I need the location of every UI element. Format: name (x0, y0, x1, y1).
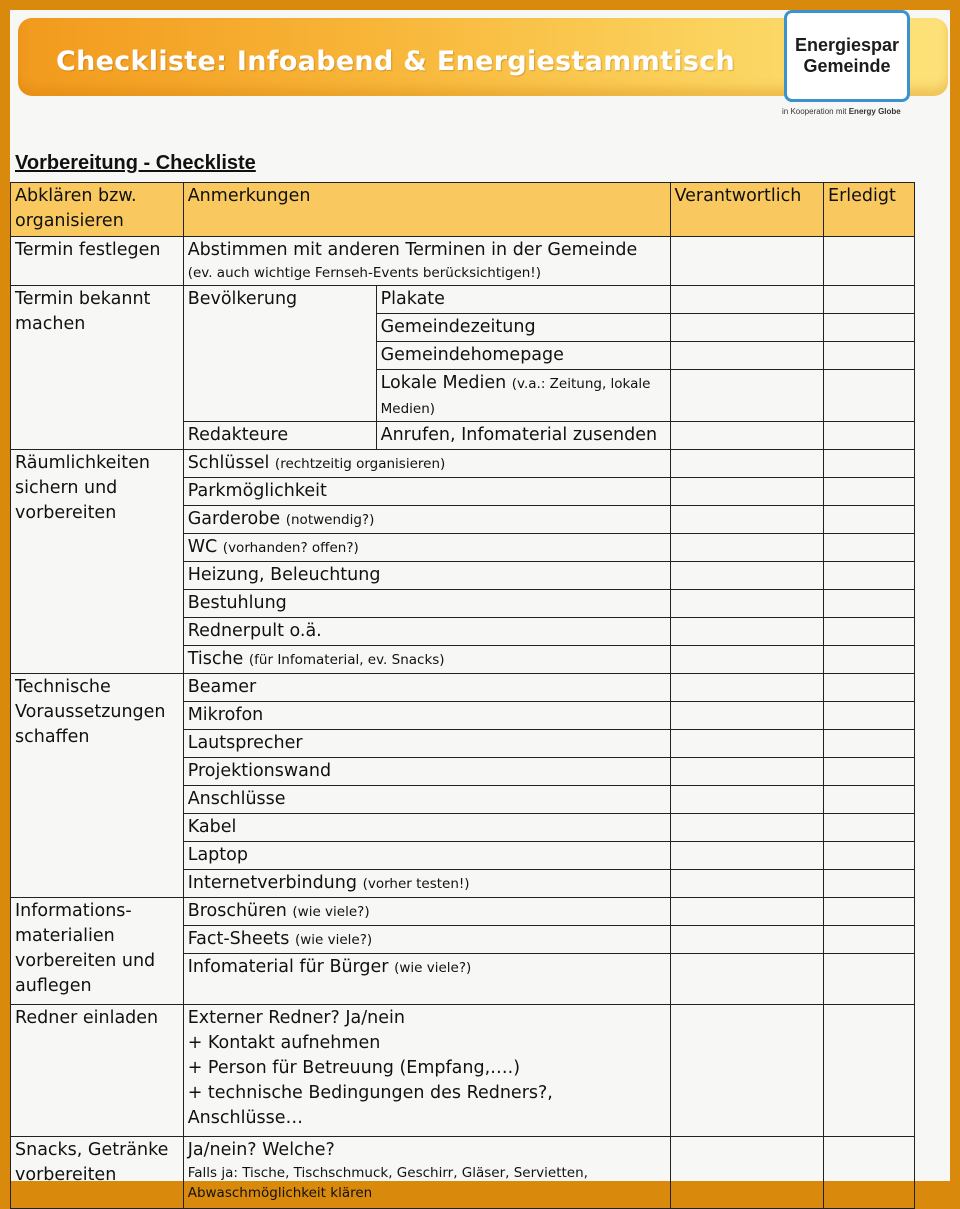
done-cell[interactable] (824, 870, 915, 898)
done-cell[interactable] (824, 814, 915, 842)
table-row (11, 450, 915, 478)
item-cell (183, 590, 670, 618)
logo-caption (782, 107, 922, 116)
task-cell: Informations-materialien vorbereiten und auflegen (11, 898, 184, 1005)
note-text: Ja/nein? Welche? (187, 1140, 335, 1160)
done-cell[interactable] (824, 618, 915, 646)
note-line: + Person für Betreuung (Empfang,….) (187, 1058, 521, 1078)
responsible-cell[interactable] (670, 646, 824, 674)
page-title: Checkliste: Infoabend & Energiestammtisch (56, 46, 736, 77)
logo-line-2: Gemeinde (803, 56, 891, 76)
item-cell (183, 506, 670, 534)
responsible-cell[interactable] (670, 1005, 824, 1137)
done-cell[interactable] (824, 506, 915, 534)
item-cell (183, 786, 670, 814)
note-cell (183, 1005, 670, 1137)
item-text: WC (187, 537, 223, 557)
done-cell[interactable] (824, 898, 915, 926)
item-small: (vorhanden? offen?) (222, 540, 359, 556)
item-text: Internetverbindung (187, 873, 357, 893)
responsible-cell[interactable] (670, 758, 824, 786)
done-cell[interactable] (824, 730, 915, 758)
responsible-cell[interactable] (670, 926, 824, 954)
item-cell (183, 926, 670, 954)
item-text: Tische (187, 649, 244, 669)
responsible-cell[interactable] (670, 618, 824, 646)
done-cell[interactable] (824, 422, 915, 450)
note-cell (183, 237, 670, 286)
item-small: (für Infomaterial, ev. Snacks) (248, 652, 445, 668)
done-cell[interactable] (824, 842, 915, 870)
item-cell (183, 842, 670, 870)
responsible-cell[interactable] (670, 842, 824, 870)
note-small: Falls ja: Tische, Tischschmuck, Geschirr, Gläser, Servietten, Abwaschmöglichkeit klären (187, 1165, 588, 1201)
done-cell[interactable] (824, 1137, 915, 1209)
done-cell[interactable] (824, 954, 915, 1005)
logo-caption-brand: Energy Globe (848, 107, 901, 116)
note-line: + technische Bedingungen des Redners?, Anschlüsse… (187, 1083, 553, 1128)
item-cell: Gemeindehomepage (376, 342, 670, 370)
energiespar-gemeinde-logo (784, 10, 910, 102)
responsible-cell[interactable] (670, 1137, 824, 1209)
item-text: Kabel (187, 817, 237, 837)
table-row (11, 674, 915, 702)
item-text: Projektionswand (187, 761, 332, 781)
done-cell[interactable] (824, 370, 915, 422)
done-cell[interactable] (824, 342, 915, 370)
item-cell (183, 618, 670, 646)
item-text: Lautsprecher (187, 733, 303, 753)
responsible-cell[interactable] (670, 534, 824, 562)
item-text: Bestuhlung (187, 593, 287, 613)
done-cell[interactable] (824, 450, 915, 478)
item-cell (183, 534, 670, 562)
item-text: Rednerpult o.ä. (187, 621, 322, 641)
task-cell: Räumlichkeiten sichern und vorbereiten (11, 450, 184, 674)
item-text: Fact-Sheets (187, 929, 290, 949)
item-text: Mikrofon (187, 705, 264, 725)
item-cell (183, 870, 670, 898)
item-small: (wie viele?) (294, 932, 373, 948)
header-responsible: Verantwortlich (670, 183, 824, 237)
item-text: Garderobe (187, 509, 281, 529)
note-text: Abstimmen mit anderen Terminen in der Gemeinde (187, 240, 638, 260)
done-cell[interactable] (824, 478, 915, 506)
item-text: Infomaterial für Bürger (187, 957, 389, 977)
subgroup-cell: Redakteure (183, 422, 376, 450)
responsible-cell[interactable] (670, 674, 824, 702)
done-cell[interactable] (824, 1005, 915, 1137)
table-row (11, 237, 915, 286)
item-small: (v.a.: Zeitung, lokale Medien) (380, 376, 651, 417)
note-line: + Kontakt aufnehmen (187, 1033, 381, 1053)
task-cell: Snacks, Getränke vorbereiten (11, 1137, 184, 1209)
item-small: (vorher testen!) (362, 876, 470, 892)
note-small: (ev. auch wichtige Fernseh-Events berücksichtigen!) (187, 265, 541, 281)
table-row (11, 898, 915, 926)
header-notes: Anmerkungen (183, 183, 670, 237)
done-cell[interactable] (824, 314, 915, 342)
responsible-cell[interactable] (670, 954, 824, 1005)
task-cell: Termin bekannt machen (11, 286, 184, 450)
item-text: Lokale Medien (380, 373, 507, 393)
table-row (11, 286, 915, 314)
done-cell[interactable] (824, 286, 915, 314)
responsible-cell[interactable] (670, 814, 824, 842)
responsible-cell[interactable] (670, 730, 824, 758)
item-small: (wie viele?) (394, 960, 472, 976)
item-cell (183, 674, 670, 702)
item-cell (376, 370, 670, 422)
item-small: (notwendig?) (285, 512, 375, 528)
done-cell[interactable] (824, 534, 915, 562)
item-text: Heizung, Beleuchtung (187, 565, 381, 585)
item-cell (183, 814, 670, 842)
responsible-cell[interactable] (670, 237, 824, 286)
item-cell (183, 562, 670, 590)
done-cell[interactable] (824, 646, 915, 674)
checklist-table (10, 182, 915, 1209)
done-cell[interactable] (824, 237, 915, 286)
item-cell (183, 450, 670, 478)
item-cell (183, 646, 670, 674)
note-cell (183, 1137, 670, 1209)
header-task: Abklären bzw. organisieren (11, 183, 184, 237)
table-row (11, 1137, 915, 1209)
item-cell (183, 898, 670, 926)
responsible-cell[interactable] (670, 506, 824, 534)
item-cell: Anrufen, Infomaterial zusenden (376, 422, 670, 450)
logo-line-1: Energiespar (794, 35, 900, 55)
item-small: (rechtzeitig organisieren) (274, 456, 446, 472)
responsible-cell[interactable] (670, 450, 824, 478)
item-small: (wie viele?) (292, 904, 370, 920)
item-text: Parkmöglichkeit (187, 481, 327, 501)
responsible-cell[interactable] (670, 314, 824, 342)
item-text: Beamer (187, 677, 257, 697)
done-cell[interactable] (824, 562, 915, 590)
header-done: Erledigt (824, 183, 915, 237)
item-cell (183, 758, 670, 786)
item-cell: Plakate (376, 286, 670, 314)
item-text: Schlüssel (187, 453, 270, 473)
table-header-row (11, 183, 915, 237)
done-cell[interactable] (824, 926, 915, 954)
logo-caption-prefix: in Kooperation mit (782, 107, 847, 116)
responsible-cell[interactable] (670, 870, 824, 898)
item-text: Anschlüsse (187, 789, 286, 809)
task-cell: Technische Voraussetzungen schaffen (11, 674, 184, 898)
responsible-cell[interactable] (670, 562, 824, 590)
subgroup-cell: Bevölkerung (183, 286, 376, 422)
item-cell: Gemeindezeitung (376, 314, 670, 342)
done-cell[interactable] (824, 786, 915, 814)
item-cell (183, 478, 670, 506)
responsible-cell[interactable] (670, 786, 824, 814)
item-text: Broschüren (187, 901, 287, 921)
done-cell[interactable] (824, 702, 915, 730)
done-cell[interactable] (824, 758, 915, 786)
done-cell[interactable] (824, 674, 915, 702)
responsible-cell[interactable] (670, 286, 824, 314)
item-text: Laptop (187, 845, 248, 865)
task-cell: Termin festlegen (11, 237, 184, 286)
section-title: Vorbereitung - Checkliste (15, 152, 256, 174)
table-row (11, 1005, 915, 1137)
responsible-cell[interactable] (670, 422, 824, 450)
note-line: Externer Redner? Ja/nein (187, 1008, 405, 1028)
responsible-cell[interactable] (670, 342, 824, 370)
item-cell (183, 954, 670, 1005)
task-cell: Redner einladen (11, 1005, 184, 1137)
responsible-cell[interactable] (670, 370, 824, 422)
responsible-cell[interactable] (670, 898, 824, 926)
responsible-cell[interactable] (670, 702, 824, 730)
document-page (10, 10, 950, 1201)
item-cell (183, 702, 670, 730)
done-cell[interactable] (824, 590, 915, 618)
item-cell (183, 730, 670, 758)
responsible-cell[interactable] (670, 478, 824, 506)
responsible-cell[interactable] (670, 590, 824, 618)
